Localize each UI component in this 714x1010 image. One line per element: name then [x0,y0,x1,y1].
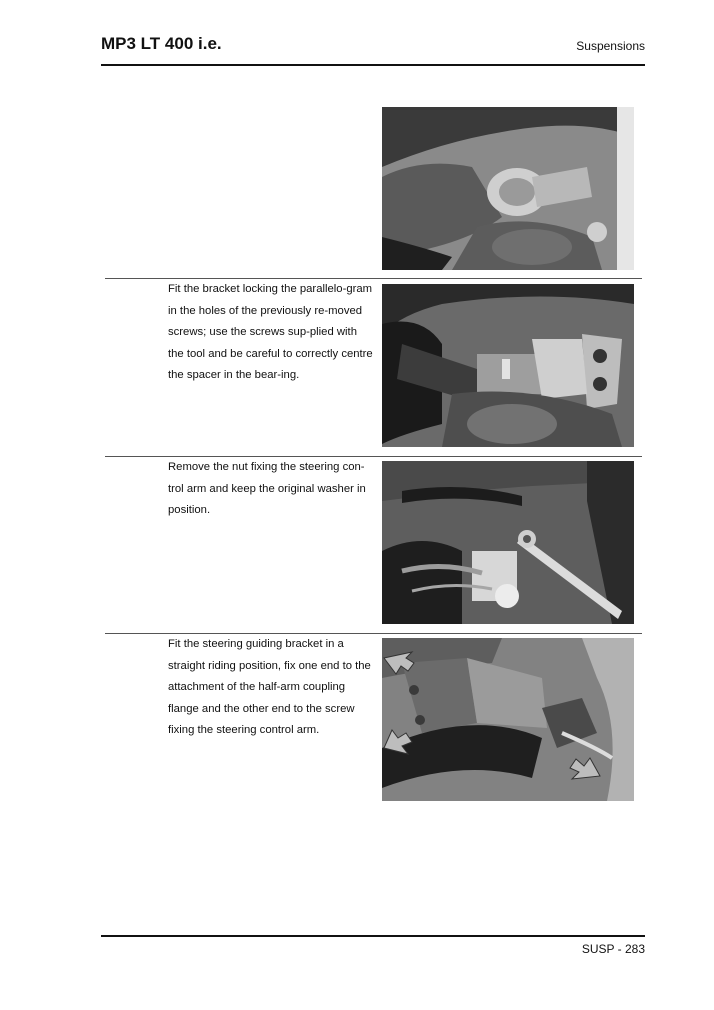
steering-control-arm-photo [382,461,634,624]
parallelogram-bracket-photo [382,284,634,447]
step-3-instruction: Remove the nut fixing the steering con-trol arm and keep the original washer in position. [168,461,366,517]
step-2-instruction: Fit the bracket locking the parallelo-gram in the holes of the previously re-moved screws; use the screws sup-plied with the tool and be careful to correctly centre the spacer in the bear-ing. [168,283,373,382]
section-name: Suspensions [576,39,645,53]
header-rule [101,64,645,66]
step-4-photo [382,638,634,801]
step-4-instruction: Fit the steering guiding bracket in a straight riding position, fix one end to the attachment of the half-arm coupling flange and the other end to the screw fixing the steering control arm. [168,638,371,737]
page-number: SUSP - 283 [581,942,645,956]
step-2-photo [382,284,634,447]
step-3-photo [382,461,634,624]
steering-guide-bracket-photo [382,638,634,801]
steering-bearing-photo [382,107,634,270]
footer-rule [101,935,645,937]
document-title: MP3 LT 400 i.e. [101,34,222,53]
step-1-photo [382,107,634,270]
